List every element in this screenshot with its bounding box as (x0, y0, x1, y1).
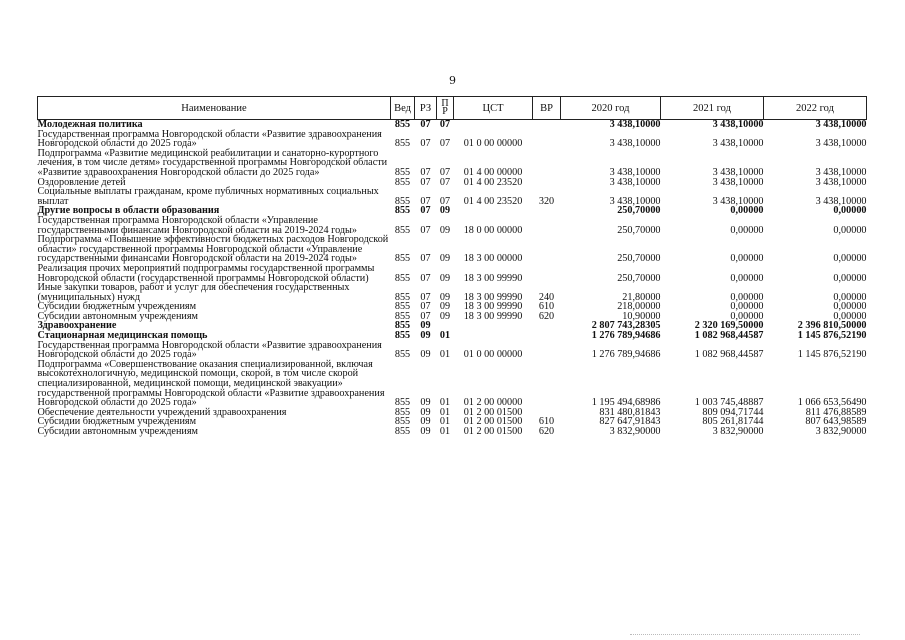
cell-2021: 3 438,10000 (712, 166, 764, 178)
header-pr-line-1: П (441, 97, 449, 109)
cell-pr: 01 (439, 426, 451, 437)
cell-2021: 1 082 968,44587 (694, 330, 764, 342)
cell-name: Оздоровление детей (37, 176, 126, 188)
cell-pr: 07 (439, 176, 451, 188)
cell-ved: 855 (394, 253, 411, 265)
cell-cst: 18 3 00 99990 (463, 272, 523, 284)
cell-vr (533, 149, 561, 178)
cell-ved: 855 (394, 406, 411, 418)
cell-2022: 3 438,10000 (815, 176, 867, 188)
header-pr-line-2: Р (442, 105, 448, 117)
cell-pr: 09 (439, 253, 451, 265)
cell-2022: 807 643,98589 (805, 416, 867, 428)
header-cst: ЦСТ (454, 97, 533, 120)
cell-name: Стационарная медицинская помощь (37, 330, 208, 342)
cell-vr: 320 (538, 195, 555, 207)
cell-2022: 0,00000 (833, 205, 867, 217)
header-rz: РЗ (415, 97, 437, 120)
cell-name: Иные закупки товаров, работ и услуг для обеспечения государственных (муниципальных) нужд (37, 282, 350, 303)
cell-rz: 09 (420, 406, 431, 418)
cell-2021: 0,00000 (730, 224, 764, 236)
cell-ved: 855 (394, 416, 411, 428)
cell-2022: 0,00000 (833, 301, 867, 313)
cell-2022: 2 396 810,50000 (797, 320, 867, 332)
cell-ved: 855 (394, 195, 411, 207)
table-header-row (38, 97, 867, 120)
cell-rz: 07 (420, 291, 431, 303)
cell-2022: 0,00000 (833, 224, 867, 236)
cell-rz: 07 (420, 195, 431, 207)
cell-vr (533, 130, 561, 149)
cell-2022: 1 145 876,52190 (797, 330, 867, 342)
cell-vr (533, 331, 561, 341)
cell-ved: 855 (394, 176, 411, 188)
cell-cst: 01 4 00 23520 (463, 195, 523, 207)
cell-cst (454, 321, 533, 331)
cell-2021: 0,00000 (730, 291, 764, 303)
table-row (38, 130, 867, 149)
cell-cst: 01 4 00 23520 (463, 176, 523, 188)
table-row (38, 427, 867, 437)
cell-2022: 3 832,90000 (815, 426, 867, 437)
cell-2022: 811 476,88589 (805, 406, 867, 418)
cell-2022: 0,00000 (833, 310, 867, 322)
cell-ved: 855 (394, 205, 411, 217)
budget-table (37, 96, 867, 437)
cell-cst: 18 0 00 00000 (463, 224, 523, 236)
cell-2021: 0,00000 (730, 272, 764, 284)
cell-2022: 3 438,10000 (815, 195, 867, 207)
cell-rz: 09 (420, 320, 431, 332)
cell-ved: 855 (394, 291, 411, 303)
table-row (38, 187, 867, 206)
cell-vr: 620 (538, 426, 555, 437)
cell-2020: 10,90000 (622, 310, 661, 322)
cell-rz: 07 (420, 119, 431, 130)
cell-2022: 0,00000 (833, 272, 867, 284)
cell-2020: 3 832,90000 (609, 426, 661, 437)
cell-cst: 01 0 00 00000 (463, 349, 523, 361)
cell-cst: 01 2 00 00000 (463, 397, 523, 409)
table-row (38, 360, 867, 408)
table-row (38, 149, 867, 178)
cell-name: Государственная программа Новгородской области «Развитие здравоохранения Новгородской области до 2025 года» (37, 339, 382, 361)
cell-pr: 07 (439, 166, 451, 178)
cell-name: Социальные выплаты гражданам, кроме публичных нормативных социальных выплат (37, 186, 379, 207)
cell-rz: 09 (420, 330, 431, 342)
cell-ved: 855 (394, 224, 411, 236)
cell-2021: 805 261,81744 (702, 416, 764, 428)
cell-rz: 07 (420, 166, 431, 178)
cell-rz: 07 (420, 138, 431, 150)
cell-name: Молодежная политика (37, 119, 143, 130)
cell-2021: 0,00000 (730, 301, 764, 313)
table-row (38, 341, 867, 360)
cell-2020: 250,70000 (617, 224, 661, 236)
cell-2020: 827 647,91843 (599, 416, 661, 428)
cell-vr (533, 321, 561, 331)
cell-ved: 855 (394, 349, 411, 361)
cell-2022: 0,00000 (833, 253, 867, 265)
cell-2022: 1 066 653,56490 (797, 397, 867, 409)
cell-ved: 855 (394, 310, 411, 322)
cell-cst (454, 206, 533, 216)
cell-ved: 855 (394, 330, 411, 342)
header-ved: Вед (391, 97, 415, 120)
cell-2020: 3 438,10000 (609, 195, 661, 207)
cell-2022: 3 438,10000 (815, 138, 867, 150)
cell-2021: 3 438,10000 (712, 195, 764, 207)
cell-name: Государственная программа Новгородской области «Развитие здравоохранения Новгородской области до 2025 года» (37, 128, 382, 150)
cell-rz: 09 (420, 416, 431, 428)
cell-2020: 250,70000 (617, 253, 661, 265)
table-row (38, 283, 867, 302)
cell-vr (533, 235, 561, 264)
table-row (38, 216, 867, 235)
cell-ved: 855 (394, 272, 411, 284)
cell-name: Субсидии бюджетным учреждениям (37, 416, 197, 428)
cell-rz: 07 (420, 253, 431, 265)
cell-vr: 610 (538, 416, 555, 428)
cell-rz: 09 (420, 349, 431, 361)
cell-ved: 855 (394, 397, 411, 409)
cell-2020: 250,70000 (617, 272, 661, 284)
header-2020: 2020 год (561, 97, 661, 120)
header-2022: 2022 год (764, 97, 867, 120)
cell-2020: 3 438,10000 (609, 166, 661, 178)
cell-rz: 07 (420, 224, 431, 236)
cell-2020: 3 438,10000 (609, 119, 661, 130)
cell-cst (454, 331, 533, 341)
cell-2020: 2 807 743,28305 (591, 320, 661, 332)
cell-pr: 01 (439, 349, 451, 361)
cell-2021: 3 438,10000 (712, 138, 764, 150)
cell-2021: 1 082 968,44587 (694, 349, 764, 361)
cell-2020: 1 195 494,68986 (591, 397, 661, 409)
header-2021: 2021 год (661, 97, 764, 120)
table-row (38, 235, 867, 264)
cell-2022: 0,00000 (833, 291, 867, 303)
cell-name: Государственная программа Новгородской области «Управление государственными финансами Новгородской области на 2019-2024 годы» (37, 214, 358, 236)
cell-cst: 18 3 00 00000 (463, 253, 523, 265)
cell-2020: 3 438,10000 (609, 138, 661, 150)
cell-2022: 1 145 876,52190 (797, 349, 867, 361)
cell-rz: 09 (420, 426, 431, 437)
cell-pr: 07 (439, 195, 451, 207)
cell-name: Другие вопросы в области образования (37, 205, 220, 217)
cell-2020: 1 276 789,94686 (591, 330, 661, 342)
cell-name: Субсидии автономным учреждениям (37, 426, 198, 437)
cell-ved: 855 (394, 138, 411, 150)
cell-2020: 3 438,10000 (609, 176, 661, 188)
cell-ved: 855 (394, 119, 411, 130)
cell-pr: 01 (439, 397, 451, 409)
cell-pr: 09 (439, 291, 451, 303)
cell-rz: 07 (420, 310, 431, 322)
cell-pr: 09 (439, 310, 451, 322)
cell-name: Субсидии автономным учреждениям (37, 310, 198, 322)
cell-2021: 0,00000 (730, 253, 764, 265)
cell-2021: 0,00000 (730, 310, 764, 322)
cell-name: Подпрограмма «Совершенствование оказания специализированной, включая высокотехнологичную, медицинской помощи, скорой, в том числе скорой специализированной, медицинской помощи, медицинской эвакуации» государственной программы Новгородской области «Развитие здравоохранения Новгородской области до 2025 года» (37, 358, 385, 409)
cell-vr: 610 (538, 301, 555, 313)
cell-vr (533, 264, 561, 283)
cell-pr: 07 (439, 138, 451, 150)
cell-2021: 1 003 745,48887 (694, 397, 764, 409)
cell-2022: 3 438,10000 (815, 119, 867, 130)
cell-2020: 250,70000 (617, 205, 661, 217)
cell-name: Подпрограмма «Повышение эффективности бюджетных расходов Новгородской области» государственной программы Новгородской области «Управление государственными финансами Новгородской области на 2019-2024 годы» (37, 234, 389, 265)
cell-2020: 21,80000 (622, 291, 661, 303)
cell-vr (533, 120, 561, 130)
cell-ved: 855 (394, 426, 411, 437)
cell-cst: 18 3 00 99990 (463, 291, 523, 303)
cell-vr (533, 178, 561, 188)
cell-ved: 855 (394, 166, 411, 178)
cell-cst: 18 3 00 99990 (463, 301, 523, 313)
footer-scan-mark (630, 634, 860, 638)
cell-cst: 01 0 00 00000 (463, 138, 523, 150)
cell-cst: 01 2 00 01500 (463, 426, 523, 437)
cell-pr: 01 (439, 330, 451, 342)
cell-2022: 3 438,10000 (815, 166, 867, 178)
cell-rz: 09 (420, 397, 431, 409)
cell-cst: 01 2 00 01500 (463, 406, 523, 418)
cell-rz: 07 (420, 176, 431, 188)
cell-cst (454, 120, 533, 130)
cell-rz: 07 (420, 301, 431, 313)
cell-2020: 1 276 789,94686 (591, 349, 661, 361)
cell-2021: 0,00000 (730, 205, 764, 217)
cell-pr: 01 (439, 406, 451, 418)
cell-2020: 831 480,81843 (599, 406, 661, 418)
cell-name: Подпрограмма «Развитие медицинской реабилитации и санаторно-курортного лечения, в том числе детям» государственной программы Новгородской области «Развитие здравоохранения Новгородской области до 2025 года» (37, 147, 388, 178)
cell-2021: 809 094,71744 (702, 406, 764, 418)
header-name: Наименование (38, 97, 391, 120)
page-number: 9 (449, 74, 456, 87)
header-vr: ВР (533, 97, 561, 120)
cell-2020: 218,00000 (617, 301, 661, 313)
cell-pr: 09 (439, 224, 451, 236)
cell-rz: 07 (420, 205, 431, 217)
cell-cst: 18 3 00 99990 (463, 310, 523, 322)
cell-pr: 01 (439, 416, 451, 428)
cell-2021: 2 320 169,50000 (694, 320, 764, 332)
cell-ved: 855 (394, 320, 411, 332)
cell-pr: 09 (439, 272, 451, 284)
cell-name: Субсидии бюджетным учреждениям (37, 301, 197, 313)
cell-vr (533, 206, 561, 216)
cell-name: Обеспечение деятельности учреждений здравоохранения (37, 406, 287, 418)
header-pr (437, 97, 454, 120)
cell-vr (533, 216, 561, 235)
cell-cst: 01 2 00 01500 (463, 416, 523, 428)
cell-name: Здравоохранение (37, 320, 117, 332)
cell-pr: 09 (439, 301, 451, 313)
cell-vr (533, 360, 561, 408)
cell-vr: 240 (538, 291, 555, 303)
cell-pr: 09 (439, 205, 451, 217)
cell-ved: 855 (394, 301, 411, 313)
cell-vr: 620 (538, 310, 555, 322)
cell-rz: 07 (420, 272, 431, 284)
cell-cst: 01 4 00 00000 (463, 166, 523, 178)
table-row (38, 264, 867, 283)
cell-vr (533, 341, 561, 360)
cell-2021: 3 832,90000 (712, 426, 764, 437)
cell-pr: 07 (439, 119, 451, 130)
cell-2021: 3 438,10000 (712, 176, 764, 188)
cell-2021: 3 438,10000 (712, 119, 764, 130)
cell-name: Реализация прочих мероприятий подпрограммы государственной программы Новгородской области (государственной программы Новгородской области) (37, 262, 375, 284)
